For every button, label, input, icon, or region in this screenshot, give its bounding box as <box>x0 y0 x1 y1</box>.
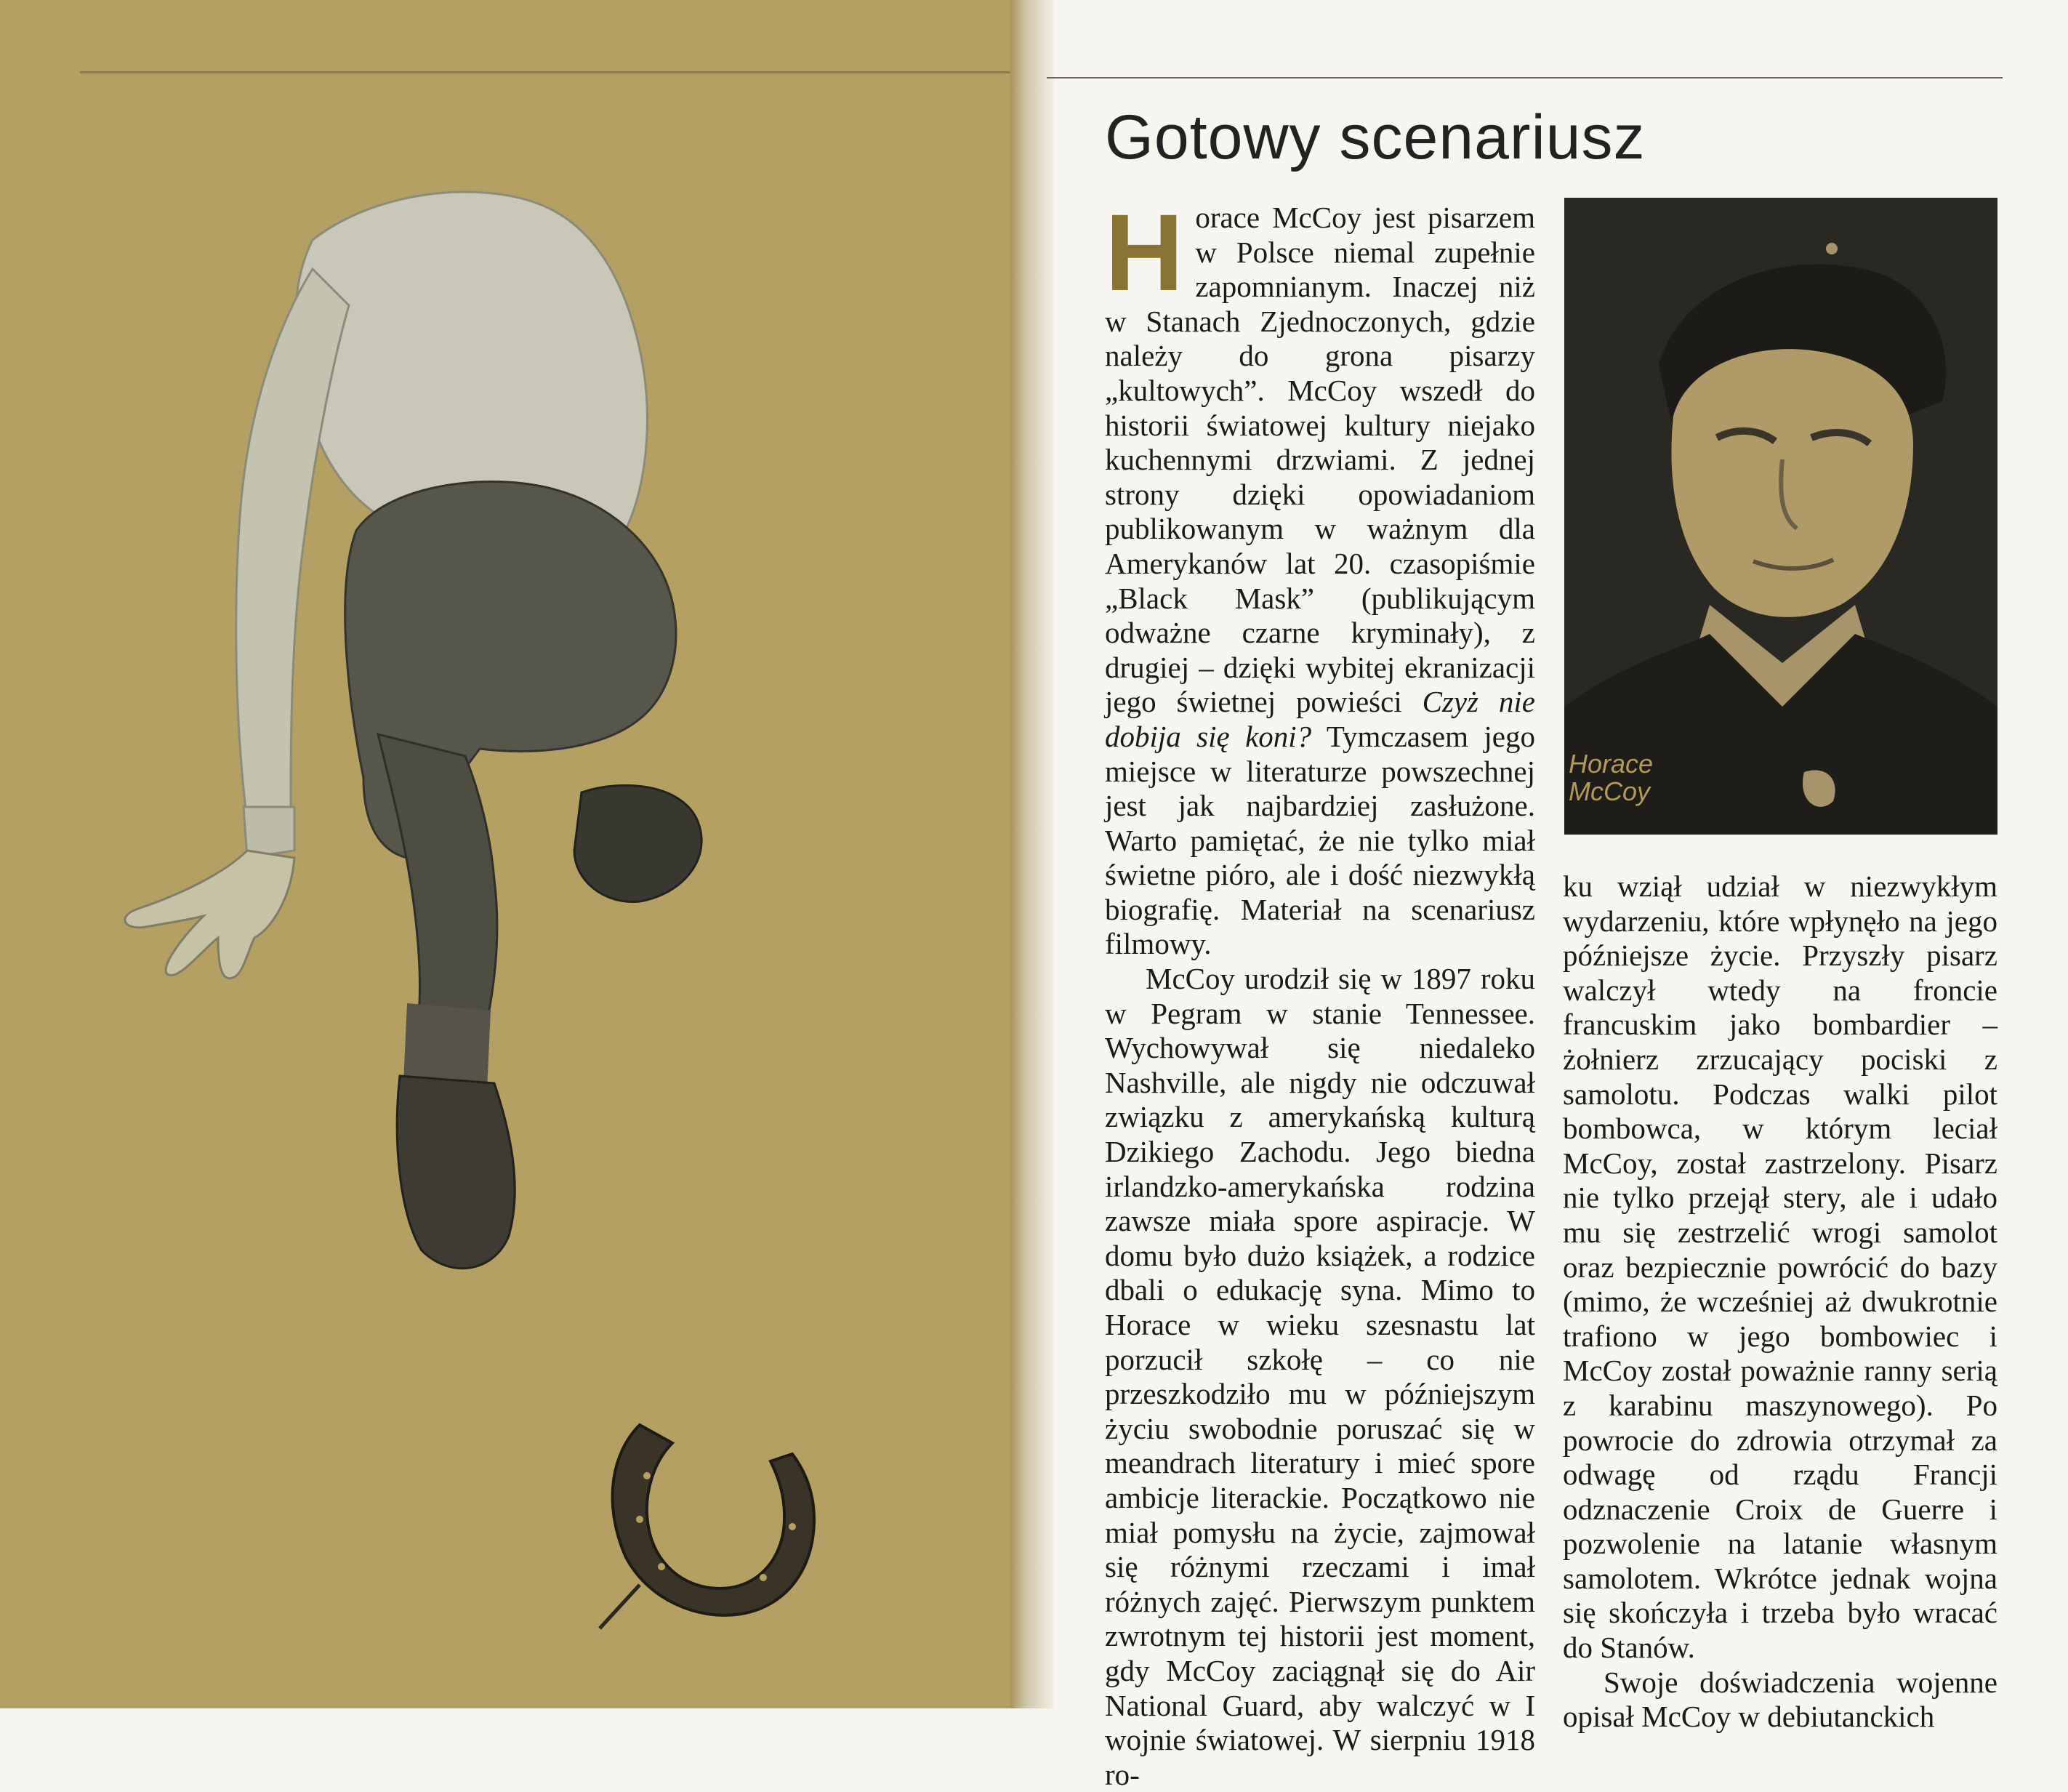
paragraph-1-tail: Tymczasem jego miejsce w literaturze powszechnej jest jak najbardziej zasłużone. Warto pamiętać, że nie tylko miał świetne pióro, ale i dość niezwykłą biografię. Materiał na scenariusz filmowy. <box>1105 719 1535 961</box>
article-column-2 <box>1563 869 1997 1735</box>
photo-caption-line-1: Horace <box>1569 749 1654 779</box>
horseshoe-illustration <box>596 1410 829 1643</box>
left-page-illustration <box>0 0 1016 1708</box>
paragraph-2: McCoy urodził się w 1897 roku w Pegram w stanie Tennessee. Wychowywał się niedaleko Nashville, ale nigdy nie odczuwał związku z amerykańską kulturą Dzikiego Zachodu. Jego biedna irlandzko-amerykańska rodzina zawsze miała spore aspiracje. W domu było dużo książek, a rodzice dbali o edukację syna. Mimo to Horace w wieku szesnastu lat porzucił szkołę – co nie przeszkodziło mu w późniejszym życiu swobodnie poruszać się w meandrach literatury i mieć spore ambicje literackie. Początkowo nie miał pomysłu na życie, zajmował się różnymi rzeczami i imał różnych zajęć. Pierwszym punktem zwrotnym tej historii jest moment, gdy McCoy zaciągnął się do Air National Guard, aby walczyć w I wojnie światowej. W sierpniu 1918 ro- <box>1105 962 1535 1791</box>
paragraph-3: ku wziął udział w niezwykłym wydarzeniu, które wpłynęło na jego późniejsze życie. Przyszły pisarz walczył wtedy na froncie francuskim jako bombardier – żołnierz zrzucający pociski z samolotu. Podczas walki pilot bombowca, w którym leciał McCoy, został zastrzelony. Pisarz nie tylko przejął stery, ale i udało mu się zestrzelić wrogi samolot oraz bezpiecznie powrócić do bazy (mimo, że wcześniej aż dwukrotnie trafiono w jego bombowiec i McCoy został poważnie ranny serią z karabinu maszynowego). Po powrocie do zdrowia otrzymał za odwagę od rządu Francji odznaczenie Croix de Guerre i pozwolenie na latanie własnym samolotem. Wkrótce jednak wojna się skończyła i trzeba było wracać do Stanów. <box>1563 869 1997 1665</box>
paragraph-4: Swoje doświadczenia wojenne opisał McCoy w debiutanckich <box>1563 1665 1997 1734</box>
photo-caption <box>1569 750 1653 805</box>
jumping-man-illustration <box>73 182 959 1381</box>
left-rule <box>80 71 1018 73</box>
photo-caption-line-2: McCoy <box>1569 776 1651 806</box>
paragraph-1-lead: orace McCoy jest pisarzem w Polsce niemal zupełnie zapomnianym. Inaczej niż w Stanach Zjednoczonych, gdzie należy do grona pisarzy „kultowych”. McCoy wszedł do historii światowej kultury niejako kuchennymi drzwiami. Z jednej strony dzięki opowiadaniom publikowanym w ważnym dla Amerykanów lat 20. czasopiśmie „Black Mask” (publikującym odważne czarne kryminały), z drugiej – dzięki wybitej ekranizacji jego świetnej powieści <box>1105 201 1535 719</box>
right-rule <box>1047 77 2003 79</box>
paragraph-1 <box>1105 191 1536 962</box>
book-title: Czyż nie dobija się koni? <box>1105 685 1536 753</box>
portrait-illustration <box>1564 198 1997 835</box>
author-photo <box>1564 198 1997 835</box>
article-title: Gotowy scenariusz <box>1105 103 1646 172</box>
drop-cap: H <box>1105 191 1184 313</box>
page-gutter <box>1010 0 1054 1708</box>
article-column-1 <box>1105 191 1536 1792</box>
